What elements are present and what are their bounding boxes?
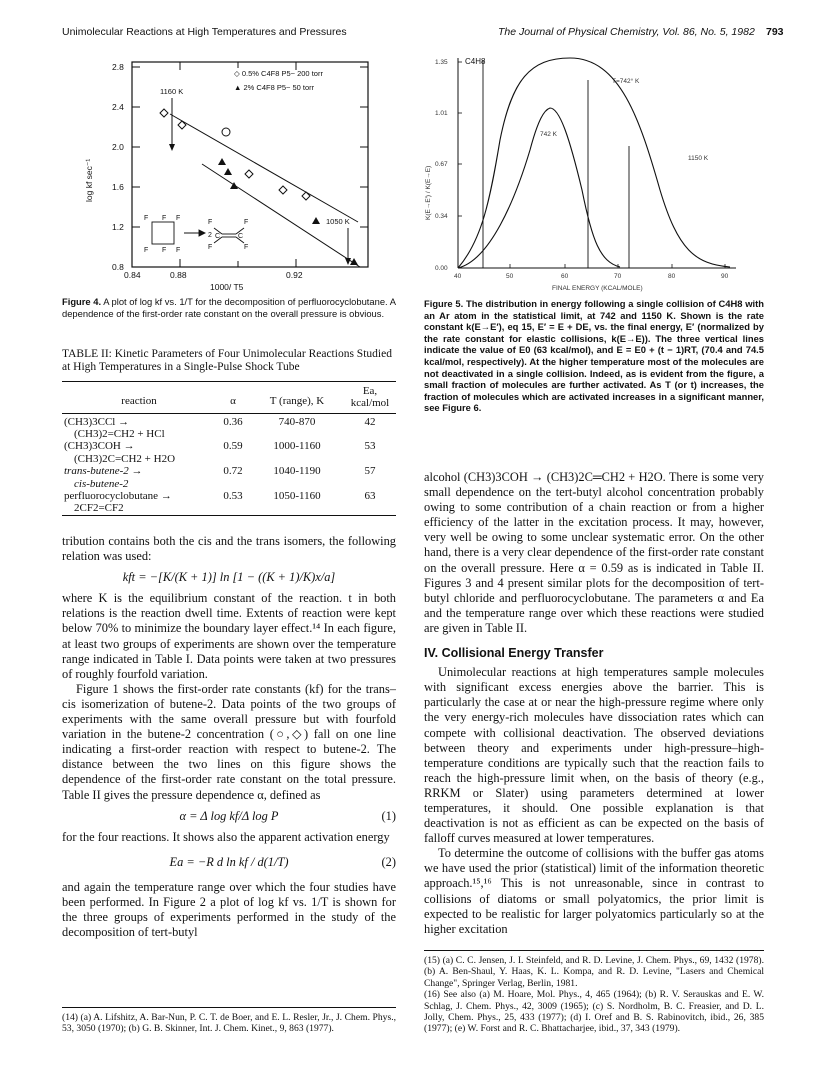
fig5-xtick: 70 bbox=[614, 273, 622, 280]
fig4-xtick: 0.88 bbox=[170, 270, 187, 280]
right-footnotes bbox=[424, 950, 764, 1035]
th-alpha: α bbox=[230, 394, 236, 407]
table-row: perfluorocyclobutane → 2CF2=CF2 0.53 1050-1160 63 bbox=[64, 490, 376, 515]
curve-742K bbox=[458, 108, 620, 268]
svg-text:2: 2 bbox=[208, 232, 212, 239]
paragraph: and again the temperature range over which the four studies have been performed. In Figure 2 a plot of log kf vs. 1/T is shown for the three groups of experiments performed in the study of the decomposition of tert-butyl bbox=[62, 879, 396, 940]
left-footnotes bbox=[62, 1007, 396, 1035]
footnote-16: (16) See also (a) M. Hoare, Mol. Phys., 4, 465 (1964); (b) R. V. Serauskas and E. W. Schlag, J. Chem. Phys., 42, 3009 (1965); (c) S. Nordholm, B. C. Freasier, and D. L. Jolly, Chem. Phys., 25, 433 (1977); (d) I. Oref and B. S. Rabinovitch, ibid., 26, 385 (1977); (e) W. Forst and R. C. Bhattacharjee, ibid., 37, 343 (1979). bbox=[424, 989, 764, 1035]
fig4-legend-2: ▲ 2% C4F8 P5~ 50 torr bbox=[234, 83, 315, 92]
fig5-ytick: 0.00 bbox=[435, 265, 448, 272]
fig5-label-top: T=742° K bbox=[612, 78, 640, 85]
data-point-triangle bbox=[224, 168, 232, 175]
fig4-xtick: 0.92 bbox=[286, 270, 303, 280]
th-reaction: reaction bbox=[121, 394, 157, 407]
svg-text:F: F bbox=[162, 247, 167, 254]
svg-text:F: F bbox=[176, 247, 181, 254]
equation-1: α = Δ log kf/Δ log P (1) bbox=[179, 808, 396, 823]
fig5-xtick: 50 bbox=[506, 273, 514, 280]
data-point-diamond bbox=[160, 109, 168, 117]
svg-text:F: F bbox=[144, 247, 149, 254]
svg-text:C: C bbox=[238, 233, 244, 240]
fig5-xtick: 80 bbox=[668, 273, 676, 280]
svg-text:F: F bbox=[144, 215, 149, 222]
th-ea: Ea, kcal/mol bbox=[350, 384, 390, 410]
equation-2: Ea = −R d ln kf / d(1/T) (2) bbox=[169, 854, 396, 869]
th-trange: T (range), K bbox=[269, 394, 325, 407]
running-header-right: The Journal of Physical Chemistry, Vol. 86, No. 5, 1982 bbox=[498, 26, 755, 38]
figure-4-plot bbox=[62, 52, 402, 290]
data-point-diamond bbox=[279, 186, 287, 194]
running-header-left: Unimolecular Reactions at High Temperatures and Pressures bbox=[62, 26, 347, 38]
data-point-circle bbox=[222, 128, 230, 136]
data-point-triangle bbox=[312, 217, 320, 224]
fig4-ylabel: log kf sec⁻¹ bbox=[84, 158, 94, 202]
paragraph: To determine the outcome of collisions with the buffer gas atoms we have used the prior (statistical) limit of the information theoretic approach.¹⁵,¹⁶ This is not unreasonable, since in contrast to collisions of diatoms or small polyatomics, the prior limit is expected to be realistic for larger polyatomics particularly so at the higher excitation bbox=[424, 846, 764, 936]
equation-main: kft = −[K/(K + 1)] ln [1 − ((K + 1)/K)x/a] bbox=[122, 570, 336, 585]
fig5-xtick: 90 bbox=[721, 273, 729, 280]
fig4-label-1050: 1050 K bbox=[326, 217, 350, 226]
figure-5-caption-text: The distribution in energy following a single collision of C4H8 with an Ar atom in the statistical limit, at 742 and 1150 K. Shown is the rate constant k(E→E′), eq 15, E′ = E + DE, vs. the final energy, E′ (normalized by the rate constant for elastic collisions, k(E→E)). The three vertical lines indicate the value of E0 (63 kcal/mol), and E = E0 + (t − 1)RT, (70.4 and 74.5 kcal/mol, respectively). At the higher temperature most of the molecules are not deactivated in a single collision. Indeed, as is evident from the figure, a small fraction of molecules are further activated. As T (or t) increases, the fraction of molecules which are activated increases in a significant manner, see Figure 6. bbox=[424, 298, 765, 414]
fig4-legend-1: ◇ 0.5% C4F8 P5~ 200 torr bbox=[234, 69, 323, 78]
fig5-ytick: 1.35 bbox=[435, 59, 448, 66]
svg-text:F: F bbox=[162, 215, 167, 222]
table-row: (CH3)3CCl → (CH3)2=CH2 + HCl 0.36 740-870 42 bbox=[64, 415, 376, 441]
footnote-14: (14) (a) A. Lifshitz, A. Bar-Nun, P. C. T. de Boer, and E. L. Resler, Jr., J. Chem. Phys., 53, 3050 (1970); (b) G. B. Skinner, Int. J. Chem. Kinet., 9, 863 (1977). bbox=[62, 1012, 396, 1035]
table-2-body bbox=[62, 416, 396, 516]
svg-text:F: F bbox=[208, 219, 213, 226]
fig5-xlabel: FINAL ENERGY (KCAL/MOLE) bbox=[552, 285, 643, 292]
fig4-ytick: 2.4 bbox=[112, 102, 124, 112]
svg-text:C: C bbox=[215, 233, 221, 240]
fig5-xtick: 60 bbox=[561, 273, 569, 280]
right-column-body bbox=[424, 470, 764, 937]
paragraph: tribution contains both the cis and the trans isomers, the following relation was used: bbox=[62, 534, 396, 564]
figure-4-caption bbox=[62, 296, 396, 319]
paragraph: Figure 1 shows the first-order rate constants (kf) for the trans–cis isomerization of butene-2. Data points of the two groups of experiments with the same overall pressure but with fourfold variation in the butene-2 concentration (○,◇) fall on one line indicating a first-order reaction with respect to butene-2. The distance between the two lines on this figure shows the dependence of the first-order rate constant on the total pressure. Table II gives the pressure dependence α, defined as bbox=[62, 681, 396, 802]
page-number: 793 bbox=[766, 26, 784, 38]
fig4-xlabel: 1000/ T5 bbox=[210, 282, 244, 290]
svg-text:F: F bbox=[244, 244, 249, 251]
table-row: trans-butene-2 → cis-butene-2 0.72 1040-1190 57 bbox=[64, 465, 376, 490]
svg-text:F: F bbox=[208, 244, 213, 251]
figure-5-plot bbox=[420, 50, 760, 298]
fig4-label-1160: 1160 K bbox=[160, 87, 184, 96]
figure-4-caption-label: Figure 4. bbox=[62, 296, 102, 307]
fig5-xtick: 40 bbox=[454, 273, 462, 280]
table-2-title: TABLE II: Kinetic Parameters of Four Unimolecular Reactions Studied at High Temperatures in a Single-Pulse Shock Tube bbox=[62, 348, 392, 374]
paragraph: Unimolecular reactions at high temperatures sample molecules with significant excess energies above the barrier. This is particularly the case at or near the high-pressure regime where only the very energy-rich molecules have dissociation rates which can compete with collisional deactivation. The observed deviations between theory and experiments under high-pressure–high-temperature conditions are typically such that the reaction fails to reach the high-pressure limit when, on the basis of theory (e.g., RRKM or Slater) using parameters determined at lower temperatures, it should. One possible explanation is that deactivation is not as efficient as can be expected on the basis of falloff curves measured at lower temperatures. bbox=[424, 665, 764, 846]
fig5-ylabel: K(E→E′) / K(E→E) bbox=[425, 165, 432, 220]
fig4-ytick: 1.6 bbox=[112, 182, 124, 192]
fig4-ytick: 2.8 bbox=[112, 62, 124, 72]
footnote-15: (15) (a) C. C. Jensen, J. I. Steinfeld, and R. D. Levine, J. Chem. Phys., 69, 1432 (1978). (b) A. Ben-Shaul, Y. Haas, K. L. Kompa, and R. D. Levine, "Lasers and Chemical Change", Springer Verlag, Berlin, 1981. bbox=[424, 955, 764, 989]
fig4-ytick: 0.8 bbox=[112, 262, 124, 272]
table-2-header bbox=[62, 385, 396, 410]
fig5-label-1150: 1150 K bbox=[688, 155, 709, 162]
paragraph: where K is the equilibrium constant of the reaction. t in both relations is the reaction dwell time. Extents of reaction were kept below 70% to minimize the boundary layer effect.¹⁴ In each figure, at least two groups of experiments are shown over the temperature range indicated in Table I. Data points were taken at two pressures of roughly fourfold variation. bbox=[62, 591, 396, 681]
left-column-body bbox=[62, 534, 396, 940]
fig4-ytick: 2.0 bbox=[112, 142, 124, 152]
fig5-label-742: 742 K bbox=[540, 131, 557, 138]
fig5-ytick: 0.34 bbox=[435, 213, 448, 220]
figure-5-caption-label: Figure 5. bbox=[424, 298, 464, 309]
figure-4-caption-text: A plot of log kf vs. 1/T for the decomposition of perfluorocyclobutane. A dependence of the first-order rate constant on the overall pressure is obvious. bbox=[62, 296, 397, 319]
fig5-ytick: 0.67 bbox=[435, 161, 448, 168]
data-point-diamond bbox=[245, 170, 253, 178]
section-heading: IV. Collisional Energy Transfer bbox=[424, 646, 604, 661]
paragraph: alcohol (CH3)3COH → (CH3)2C═CH2 + H2O. There is some very small dependence on the tert-butyl alcohol concentration probably owing to some contribution of a chain reaction or from a higher efficiency of the latter in the excitation process. It may, however, very well be owing to some unclear systematic error. On the other hand, there is a very clear dependence of the first-order rate constant on the overall pressure. Here α = 0.59 as is indicated in Table II. Figures 3 and 4 present similar plots for the decomposition of tert-butyl chloride and perfluorocyclobutane. The parameters α and Ea and the temperature range over which these reactions were studied are given in Table II. bbox=[424, 470, 764, 635]
paragraph: for the four reactions. It shows also the apparent activation energy bbox=[62, 829, 390, 844]
figure-5-caption bbox=[424, 298, 764, 414]
table-2 bbox=[62, 348, 396, 516]
fig4-ytick: 1.2 bbox=[112, 222, 124, 232]
fig4-xtick: 0.84 bbox=[124, 270, 141, 280]
fig5-species: C4H8 bbox=[465, 57, 486, 66]
svg-text:F: F bbox=[176, 215, 181, 222]
data-point-triangle bbox=[218, 158, 226, 165]
fig5-ytick: 1.01 bbox=[435, 110, 448, 117]
table-row: (CH3)3COH → (CH3)2C=CH2 + H2O 0.59 1000-1160 53 bbox=[64, 440, 376, 465]
svg-text:F: F bbox=[244, 219, 249, 226]
